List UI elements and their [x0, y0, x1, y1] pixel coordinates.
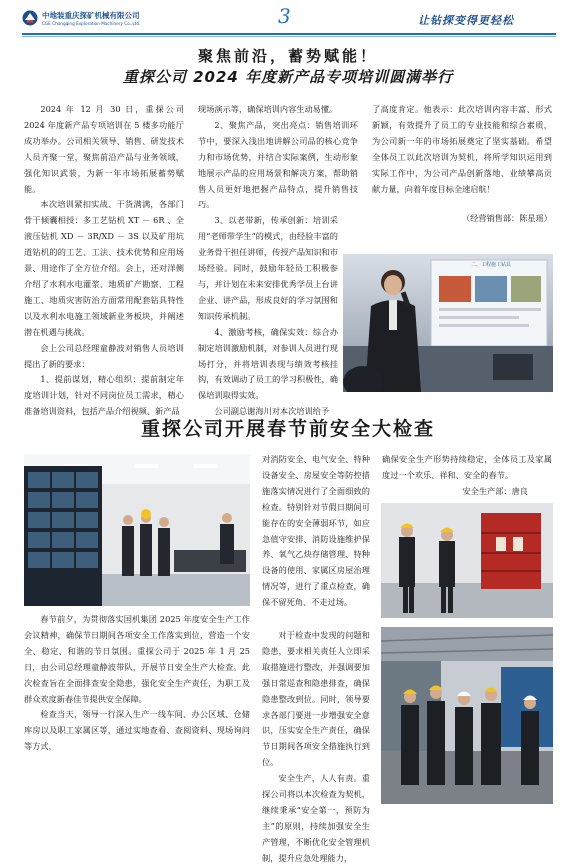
company-logo-icon — [22, 10, 38, 26]
paragraph: 本次培训紧扣实战、干货满满，各部门骨干倾囊相授：多工艺钻机 XT － 6R 、全液压钻机 XD － 3R/XD － 3S 以及矿用坑道钻机的的工艺、工法、技术优势和应用场景、用途作了全方位介绍。会上，还对洋侧介绍了水利水电灌浆、地质矿产勘察、工程施工、地质灾害防治方面常用配套钻具特性以及水利水电施工领域新业务板块，并阐述潜在机遇与挑战。 — [24, 199, 184, 337]
header-slogan: 让钻探变得更轻松 — [418, 14, 514, 27]
monitoring-room-photo — [24, 454, 250, 606]
paragraph: 检查当天，领导一行深入生产一线车间、办公区域、仓储库房以及职工家属区等，通过实地查看、查阅资料、现场询问等方式， — [24, 709, 250, 752]
paragraph: 会上公司总经理童静波对销售人员培训提出了新的要求： — [24, 342, 184, 369]
warehouse-illustration — [381, 503, 553, 618]
paragraph: 对消防安全、电气安全、特种设备安全、房屋安全等防控措施落实情况进行了全面细致的检查。特别针对节假日期间可能存在的安全薄弱环节，如应急值守安排、消防设施维护保养、氧气乙炔存储管理、特种设备的使用、家属区房屋治理情况等，进行了重点检查，确保不留死角、不走过场。 — [262, 454, 370, 608]
article1-subheadline: 重探公司 2024 年度新产品专项培训圆满举行 — [122, 68, 454, 86]
paragraph: 4、激励考核，确保实效：综合办制定培训激励机制，对参训人员进行现场打分，并将培训表现与绩效考核挂钩，有效调动了员工的学习积极性，确保培训取得实效。 — [198, 326, 338, 401]
article2-headline: 重探公司开展春节前安全大检查 — [140, 418, 435, 440]
training-photo-illustration — [343, 254, 553, 392]
page-header — [0, 0, 576, 38]
header-rule-thin — [22, 36, 556, 37]
header-rule — [22, 33, 556, 35]
company-name-en: CGE Chongqing Exploration Machinery Co.,Ltd. — [42, 21, 141, 26]
article1-column-3 — [372, 102, 552, 227]
article2-column-2-top — [262, 452, 370, 611]
article1-column-1 — [24, 102, 184, 420]
paragraph: 安全生产，人人有责。重探公司将以本次检查为契机，继续秉承“安全第一，预防为主”的原则，持续加强安全生产管理，不断优化安全管理机制，提升应急处理能力， — [262, 773, 370, 863]
article1-headline: 聚焦前沿，蓄势赋能！ — [197, 47, 378, 65]
warehouse-photo — [381, 503, 553, 618]
workshop-photo — [381, 627, 553, 804]
paragraph: 3、以老带新，传承创新：培训采用“老师带学生”的模式，由经验丰富的业务骨干担任讲师，传授产品知识和市场经验。同时，鼓励年轻员工积极参与，并计划在未来安排优秀学员上台讲企业、讲产品，形成良好的学习氛围和知识传承机制。 — [198, 215, 338, 321]
article2-column-3 — [382, 452, 552, 500]
paragraph: 2、聚焦产品，突出亮点：销售培训环节中，要深入浅出地讲解公司品的核心竞争力和市场优势，并结合实际案例，生动形象地展示产品的应用场景和解决方案，帮助销售人员更好地把握产品特点，提升销售技巧。 — [198, 119, 358, 210]
paragraph: 公司副总谢海川对本次培训给予 — [214, 406, 330, 417]
paragraph: 春节前夕，为贯彻落实国机集团 2025 年度安全生产工作会议精神，确保节日期间各项安全工作落实到位，营造一个安全、稳定、和谐的节日氛围。重探公司于 2025 年 1 月 25 日，由公司总经理童静波带队，开展节日安全生产大检查。此次检查旨在全面排查安全隐患，强化安全生产责任，为职工及群众欢度新春佳节提供安全保障。 — [24, 614, 250, 704]
page-number: 3 — [278, 4, 291, 28]
article1-column-2 — [198, 102, 358, 420]
paragraph: 1、提前谋划，精心组织：提前制定年度培训计划，针对不同岗位员工需求，精心准备培训资料，包括产品介绍视频、新产品 — [24, 374, 184, 417]
article2-credit: 安全生产部：唐良 — [462, 485, 528, 496]
workshop-illustration — [381, 627, 553, 804]
paragraph: 对于检查中发现的问题和隐患，要求相关责任人立即采取措施进行整改，并强调要加强日常巡查和隐患排查，确保隐患整改到位。同时，领导要求各部门要进一步增强安全意识，压实安全生产责任，确保节日期间各项安全措施执行到位。 — [262, 630, 370, 768]
training-photo — [343, 254, 553, 392]
article1-credit: （经营销售部：陈星瑶） — [461, 213, 552, 224]
article2-column-1 — [24, 612, 250, 755]
article2-column-2-bottom — [262, 628, 370, 867]
paragraph: 了高度肯定。他表示：此次培训内容丰富、形式新颖，有效提升了员工的专业技能和综合素质，为公司新一年的市场拓展奠定了坚实基础。希望全体员工以此次培训为契机，将所学知识运用到实际工作中，为公司产品创新落地、业绩攀高贡献力量，向着年度目标全速启航！ — [372, 104, 552, 194]
paragraph: 确保安全生产形势持续稳定，全体员工及家属度过一个欢乐、祥和、安全的春节。 — [382, 454, 552, 480]
slide-heading: 二、工程施工钻具 — [471, 262, 512, 268]
paragraph: 现场演示等，确保培训内容生动易懂。 — [198, 104, 338, 114]
paragraph: 2024 年 12 月 30 日，重探公司 2024 年度新产品专项培训在 5 楼多功能厅成功举办。公司相关领导、销售、研发技术人员齐聚一堂，聚焦前沿产品与业务领域，强化知识武装，为新一年市场拓展蓄势赋能。 — [24, 104, 184, 194]
company-name-cn: 中地装重庆探矿机械有限公司 — [42, 11, 140, 20]
monitoring-room-illustration — [24, 454, 250, 606]
